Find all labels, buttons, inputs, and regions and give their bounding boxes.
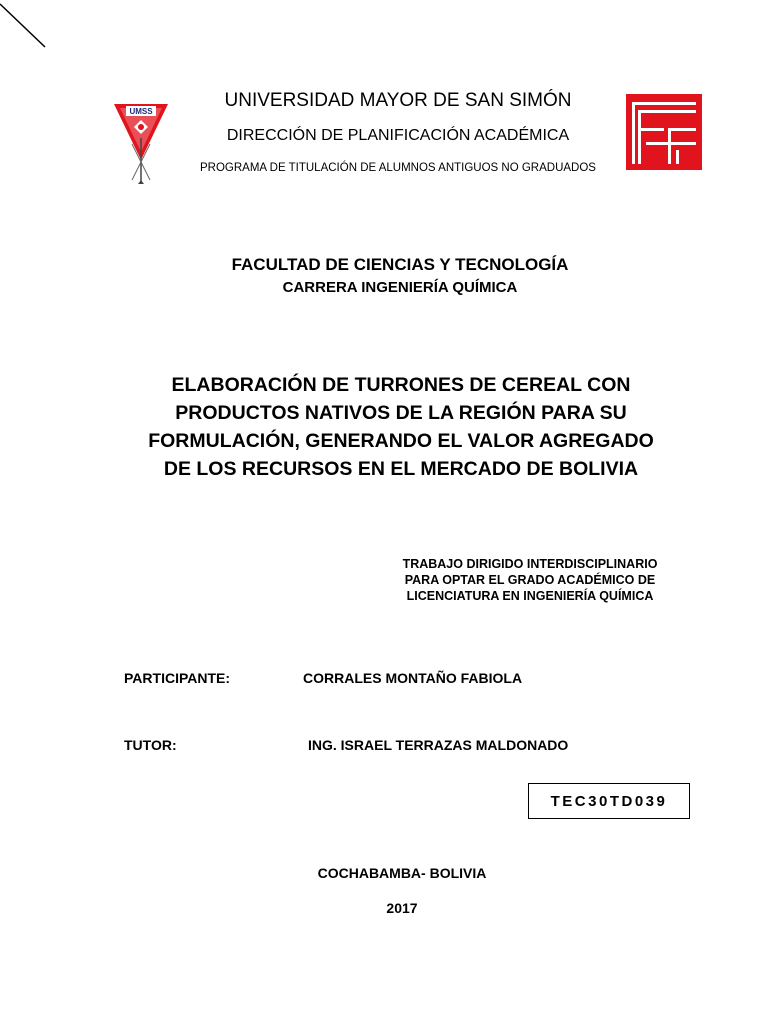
- program-name: PROGRAMA DE TITULACIÓN DE ALUMNOS ANTIGUOS NO GRADUADOS: [200, 162, 596, 174]
- work-type-line: PARA OPTAR EL GRADO ACADÉMICO DE: [404, 573, 656, 587]
- fcyt-logo: [626, 94, 702, 170]
- university-name: UNIVERSIDAD MAYOR DE SAN SIMÓN: [224, 90, 572, 111]
- work-type-line: LICENCIATURA EN INGENIERÍA QUÍMICA: [406, 589, 654, 603]
- participant-name: CORRALES MONTAÑO FABIOLA: [303, 670, 523, 686]
- city-country: COCHABAMBA- BOLIVIA: [317, 865, 487, 881]
- corner-line: [0, 0, 50, 50]
- work-type-line: TRABAJO DIRIGIDO INTERDISCIPLINARIO: [402, 557, 658, 571]
- umss-logo: [112, 100, 170, 186]
- thesis-title-line: DE LOS RECURSOS EN EL MERCADO DE BOLIVIA: [163, 458, 639, 480]
- thesis-title-line: PRODUCTOS NATIVOS DE LA REGIÓN PARA SU: [175, 402, 627, 424]
- thesis-title: [120, 371, 682, 483]
- thesis-title-line: ELABORACIÓN DE TURRONES DE CEREAL CON: [171, 374, 631, 396]
- tutor-name: ING. ISRAEL TERRAZAS MALDONADO: [308, 737, 569, 753]
- work-type: [360, 556, 700, 604]
- year: 2017: [386, 900, 418, 916]
- career-name: CARRERA INGENIERÍA QUÍMICA: [282, 279, 518, 296]
- svg-text:UMSS: UMSS: [129, 107, 153, 116]
- participant-label: PARTICIPANTE:: [124, 670, 231, 686]
- faculty-name: FACULTAD DE CIENCIAS Y TECNOLOGÍA: [231, 255, 569, 274]
- tutor-label: TUTOR:: [124, 737, 177, 753]
- direction-name: DIRECCIÓN DE PLANIFICACIÓN ACADÉMICA: [226, 127, 570, 144]
- thesis-title-line: FORMULACIÓN, GENERANDO EL VALOR AGREGADO: [148, 430, 654, 452]
- document-code: TEC30TD039: [528, 783, 690, 819]
